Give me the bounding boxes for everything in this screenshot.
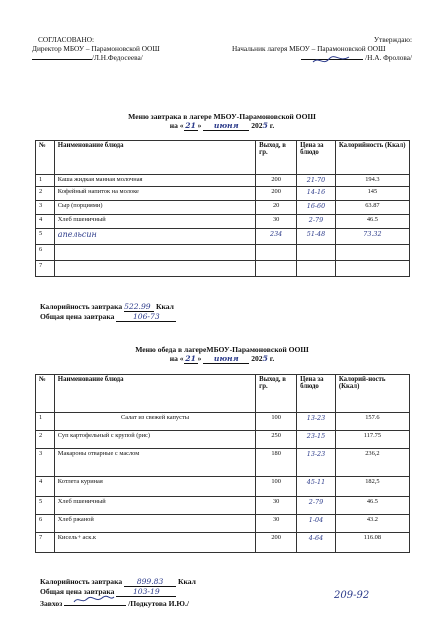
breakfast-price-line — [40, 312, 176, 322]
lunch-title — [0, 345, 444, 364]
date-day: 21 — [185, 121, 196, 130]
dish-weight: 180 — [256, 449, 297, 477]
dish-kcal: 194.3 — [335, 175, 409, 187]
dish-kcal: 116.08 — [335, 533, 409, 553]
kcal-unit: Ккал — [155, 302, 174, 311]
dish-kcal: 117.75 — [335, 431, 409, 449]
dish-weight: 200 — [256, 187, 297, 201]
dish-kcal: 43.2 — [335, 515, 409, 533]
dish-price — [297, 245, 336, 261]
dish-price: 14-16 — [297, 187, 336, 201]
dish-kcal: 46.5 — [335, 215, 409, 229]
dish-weight: 30 — [256, 215, 297, 229]
dish-name — [54, 245, 255, 261]
dish-price: 45-11 — [297, 477, 336, 497]
dish-weight: 20 — [256, 201, 297, 215]
approval-right-title: Утверждаю: — [373, 35, 412, 44]
dish-price: 13-23 — [297, 413, 336, 431]
table-row — [36, 497, 410, 515]
dish-name: Кисель+ аск.к — [54, 533, 255, 553]
table-row — [36, 431, 410, 449]
approval-right-signature-line — [232, 53, 412, 62]
footer-signature-line — [40, 597, 196, 608]
lunch-summary — [40, 577, 196, 608]
breakfast-kcal-line — [40, 302, 176, 312]
date-year-prefix: 202 — [251, 121, 263, 130]
dish-price: 21-70 — [297, 175, 336, 187]
row-number: 4 — [36, 477, 55, 497]
row-number: 4 — [36, 215, 55, 229]
date-prefix: на « — [169, 121, 184, 130]
column-header-dish: Наименование блюда — [54, 375, 255, 413]
date-month: июня — [203, 354, 249, 364]
dish-name: Салат из свежей капусты — [54, 413, 255, 431]
row-number: 1 — [36, 413, 55, 431]
table-header-row — [36, 141, 410, 175]
dish-name: Хлеб пшеничный — [54, 215, 255, 229]
dish-kcal: 63.87 — [335, 201, 409, 215]
dish-kcal: 157.6 — [335, 413, 409, 431]
dish-price: 2-79 — [297, 497, 336, 515]
price-label: Общая цена завтрака — [40, 312, 115, 321]
dish-kcal: 182,5 — [335, 477, 409, 497]
lunch-table — [35, 374, 410, 553]
dish-price: 4-64 — [297, 533, 336, 553]
dish-kcal — [335, 245, 409, 261]
row-number: 5 — [36, 497, 55, 515]
kcal-value: 522.99 — [124, 302, 154, 312]
dish-weight — [256, 261, 297, 277]
date-year-suffix: г. — [269, 354, 275, 363]
column-header-price: Цена за блюдо — [297, 141, 336, 175]
lunch-title-text: Меню обеда в лагереМБОУ-Парамоновской ООШ — [135, 345, 309, 354]
table-row — [36, 215, 410, 229]
column-header-kcal: Калорий-ность (Ккал) — [335, 375, 409, 413]
approval-left-position: Директор МБОУ – Парамоновской ООШ — [32, 44, 160, 53]
table-row — [36, 449, 410, 477]
row-number: 5 — [36, 229, 55, 245]
column-header-number: № — [36, 141, 55, 175]
date-mid: » — [197, 121, 202, 130]
dish-name: Каша жидкая манная молочная — [54, 175, 255, 187]
dish-price: 16-60 — [297, 201, 336, 215]
table-row — [36, 533, 410, 553]
signature-line — [32, 59, 92, 60]
date-year-prefix: 202 — [251, 354, 263, 363]
table-row — [36, 201, 410, 215]
kcal-value: 899.83 — [124, 577, 176, 587]
dish-weight: 30 — [256, 515, 297, 533]
date-mid: » — [197, 354, 202, 363]
breakfast-title — [0, 112, 444, 131]
price-value: 106-73 — [116, 312, 176, 322]
dish-name: Макароны отварные с маслом — [54, 449, 255, 477]
row-number: 2 — [36, 431, 55, 449]
date-prefix: на « — [169, 354, 184, 363]
column-header-weight: Выход, в гр. — [256, 141, 297, 175]
dish-price: 23-15 — [297, 431, 336, 449]
signature-line — [64, 597, 126, 606]
dish-price — [297, 261, 336, 277]
dish-kcal: 145 — [335, 187, 409, 201]
column-header-weight: Выход, в гр. — [256, 375, 297, 413]
approval-left-name: /Л.Н.Федосеева/ — [92, 53, 143, 62]
price-value: 103-19 — [116, 587, 176, 597]
footer-role: Завхоз — [40, 599, 63, 608]
date-month: июня — [203, 121, 249, 131]
dish-weight: 30 — [256, 497, 297, 515]
kcal-label: Калорийность завтрака — [40, 302, 123, 311]
table-header-row — [36, 375, 410, 413]
margin-note: 209-92 — [334, 590, 370, 601]
dish-name: Суп картофельный с крупой (рис) — [54, 431, 255, 449]
dish-name: апельсин — [54, 229, 255, 245]
row-number: 1 — [36, 175, 55, 187]
table-row — [36, 229, 410, 245]
row-number: 3 — [36, 201, 55, 215]
dish-price: 13-23 — [297, 449, 336, 477]
row-number: 6 — [36, 515, 55, 533]
dish-weight — [256, 245, 297, 261]
date-year-suffix: г. — [269, 121, 275, 130]
dish-weight: 250 — [256, 431, 297, 449]
column-header-price: Цена за блюдо — [297, 375, 336, 413]
dish-price: 1-04 — [297, 515, 336, 533]
dish-name: Котлета куриная — [54, 477, 255, 497]
dish-weight: 100 — [256, 413, 297, 431]
dish-price: 2-79 — [297, 215, 336, 229]
dish-weight: 100 — [256, 477, 297, 497]
table-row — [36, 515, 410, 533]
row-number: 6 — [36, 245, 55, 261]
lunch-price-line — [40, 587, 196, 597]
table-row — [36, 413, 410, 431]
breakfast-summary — [40, 302, 176, 322]
dish-weight: 200 — [256, 533, 297, 553]
table-row — [36, 175, 410, 187]
breakfast-table — [35, 140, 410, 277]
approval-right-name: /Н.А. Фролова/ — [365, 53, 412, 62]
column-header-kcal: Калорийность (Ккал) — [335, 141, 409, 175]
dish-weight: 234 — [256, 229, 297, 245]
dish-name: Хлеб ржаной — [54, 515, 255, 533]
row-number: 3 — [36, 449, 55, 477]
approval-right-position: Начальник лагеря МБОУ – Парамоновской ООШ — [232, 44, 386, 53]
column-header-number: № — [36, 375, 55, 413]
row-number: 7 — [36, 261, 55, 277]
dish-weight: 200 — [256, 175, 297, 187]
dish-price: 51-48 — [297, 229, 336, 245]
dish-kcal: 236,2 — [335, 449, 409, 477]
approval-right-block — [232, 35, 412, 62]
kcal-unit: Ккал — [177, 577, 196, 586]
dish-kcal — [335, 261, 409, 277]
breakfast-date — [0, 121, 444, 131]
lunch-kcal-line — [40, 577, 196, 587]
footer-name: /Подкутова И.Ю./ — [128, 599, 189, 608]
row-number: 7 — [36, 533, 55, 553]
date-year-digit: 5 — [262, 121, 268, 130]
date-year-digit: 5 — [262, 354, 268, 363]
dish-name: Кофейный напиток на молоке — [54, 187, 255, 201]
approval-left-title: СОГЛАСОВАНО: — [38, 35, 95, 44]
table-row — [36, 245, 410, 261]
approval-left-signature-line — [32, 53, 212, 62]
dish-name: Сыр (порциями) — [54, 201, 255, 215]
dish-name — [54, 261, 255, 277]
date-day: 21 — [185, 354, 196, 363]
handwritten-signature — [311, 54, 351, 66]
table-row — [36, 261, 410, 277]
price-label: Общая цена завтрака — [40, 587, 115, 596]
lunch-date — [0, 354, 444, 364]
approval-left-block — [32, 35, 212, 62]
dish-kcal: 46.5 — [335, 497, 409, 515]
breakfast-title-text: Меню завтрака в лагере МБОУ-Парамоновской ООШ — [128, 112, 316, 121]
kcal-label: Калорийность завтрака — [40, 577, 123, 586]
dish-name: Хлеб пшеничный — [54, 497, 255, 515]
signature-line — [301, 59, 363, 60]
row-number: 2 — [36, 187, 55, 201]
handwritten-signature — [72, 595, 116, 605]
table-row — [36, 187, 410, 201]
dish-kcal: 73.32 — [335, 229, 409, 245]
table-row — [36, 477, 410, 497]
column-header-dish: Наименование блюда — [54, 141, 255, 175]
